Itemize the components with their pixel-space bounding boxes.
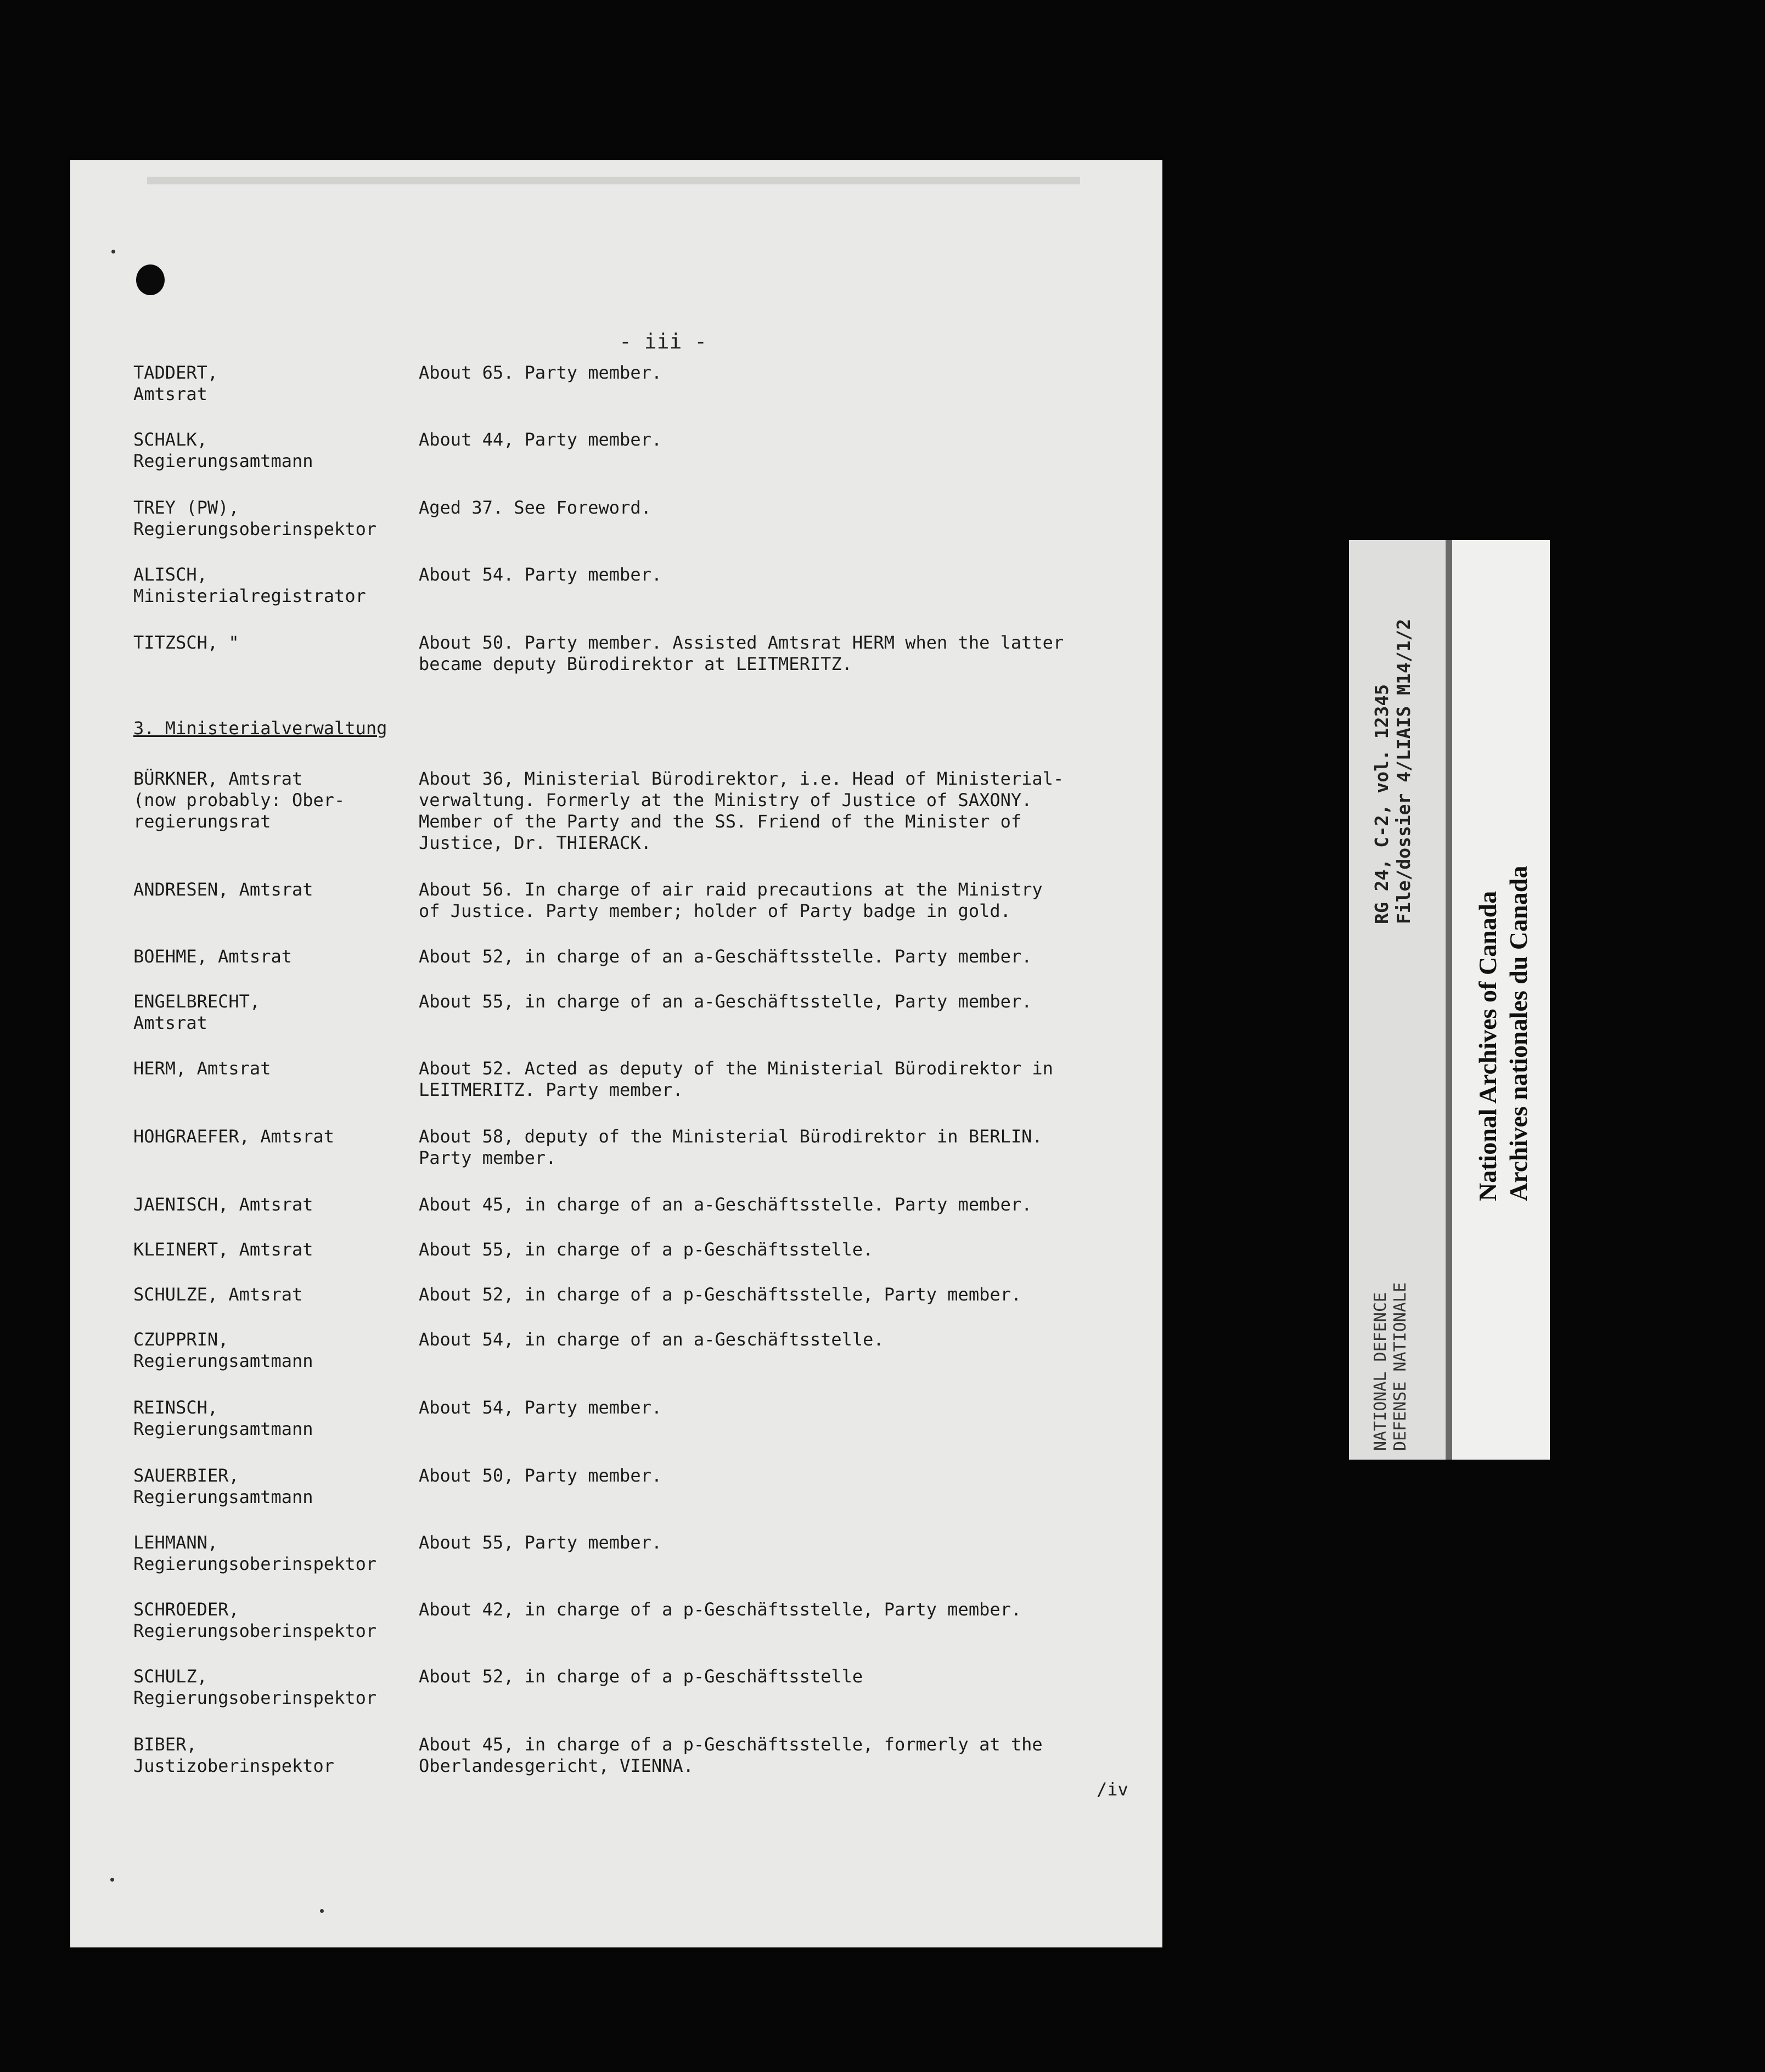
- archive-label: [1349, 540, 1550, 1460]
- ink-speck: [110, 1878, 114, 1882]
- person-name: HOHGRAEFER, Amtsrat: [133, 1126, 335, 1147]
- person-name: BIBER, Justizoberinspektor: [133, 1734, 335, 1776]
- continuation-marker: /iv: [1097, 1779, 1128, 1800]
- punch-hole: [136, 264, 165, 295]
- person-name: SCHULZE, Amtsrat: [133, 1284, 303, 1305]
- person-description: About 55, in charge of a p-Geschäftsstelle.: [419, 1239, 874, 1260]
- person-description: About 52, in charge of an a-Geschäftsstelle. Party member.: [419, 946, 1032, 967]
- label-divider: [1446, 540, 1452, 1460]
- person-description: About 50, Party member.: [419, 1465, 662, 1486]
- person-description: Aged 37. See Foreword.: [419, 497, 651, 518]
- person-name: TREY (PW), Regierungsoberinspektor: [133, 497, 377, 539]
- person-description: About 56. In charge of air raid precautions at the Ministry of Justice. Party member; holder of Party badge in gold.: [419, 879, 1043, 921]
- person-name: SCHROEDER, Regierungsoberinspektor: [133, 1599, 377, 1641]
- bleed-through-mark: [147, 177, 1080, 184]
- document-page: [70, 160, 1162, 1947]
- person-description: About 54, Party member.: [419, 1397, 662, 1418]
- person-name: BÜRKNER, Amtsrat (now probably: Ober- regierungsrat: [133, 768, 345, 832]
- person-name: BOEHME, Amtsrat: [133, 946, 292, 967]
- person-description: About 65. Party member.: [419, 362, 662, 383]
- person-name: ANDRESEN, Amtsrat: [133, 879, 313, 900]
- person-description: About 44, Party member.: [419, 429, 662, 450]
- person-description: About 55, in charge of an a-Geschäftsstelle, Party member.: [419, 991, 1032, 1012]
- ink-speck: [111, 250, 115, 254]
- person-description: About 50. Party member. Assisted Amtsrat HERM when the latter became deputy Bürodirektor at LEITMERITZ.: [419, 632, 1064, 674]
- department-name: NATIONAL DEFENCE DEFENSE NATIONALE: [1371, 1282, 1410, 1451]
- person-name: TITZSCH, ": [133, 632, 239, 653]
- person-description: About 54, in charge of an a-Geschäftsstelle.: [419, 1329, 884, 1350]
- person-description: About 52, in charge of a p-Geschäftsstelle: [419, 1666, 863, 1687]
- page-number: - iii -: [619, 329, 707, 353]
- ink-speck: [320, 1909, 324, 1913]
- person-name: LEHMANN, Regierungsoberinspektor: [133, 1532, 377, 1574]
- person-name: SCHALK, Regierungsamtmann: [133, 429, 313, 471]
- person-description: About 45, in charge of a p-Geschäftsstelle, formerly at the Oberlandesgericht, VIENNA.: [419, 1734, 1043, 1776]
- person-name: ENGELBRECHT, Amtsrat: [133, 991, 261, 1033]
- person-name: JAENISCH, Amtsrat: [133, 1194, 313, 1215]
- person-description: About 52, in charge of a p-Geschäftsstelle, Party member.: [419, 1284, 1022, 1305]
- person-name: SAUERBIER, Regierungsamtmann: [133, 1465, 313, 1507]
- section-heading: 3. Ministerialverwaltung: [133, 718, 387, 739]
- person-description: About 55, Party member.: [419, 1532, 662, 1553]
- person-description: About 45, in charge of an a-Geschäftsstelle. Party member.: [419, 1194, 1032, 1215]
- archives-name: National Archives of Canada Archives nationales du Canada: [1474, 865, 1532, 1201]
- person-name: SCHULZ, Regierungsoberinspektor: [133, 1666, 377, 1708]
- person-name: TADDERT, Amtsrat: [133, 362, 218, 404]
- person-name: ALISCH, Ministerialregistrator: [133, 564, 366, 606]
- archive-reference: RG 24, C-2, vol. 12345 File/dossier 4/LIAIS M14/1/2: [1371, 618, 1414, 924]
- person-name: REINSCH, Regierungsamtmann: [133, 1397, 313, 1439]
- person-name: CZUPPRIN, Regierungsamtmann: [133, 1329, 313, 1371]
- person-description: About 58, deputy of the Ministerial Bürodirektor in BERLIN. Party member.: [419, 1126, 1043, 1168]
- person-description: About 42, in charge of a p-Geschäftsstelle, Party member.: [419, 1599, 1022, 1620]
- person-description: About 52. Acted as deputy of the Ministerial Bürodirektor in LEITMERITZ. Party member.: [419, 1058, 1053, 1100]
- person-name: KLEINERT, Amtsrat: [133, 1239, 313, 1260]
- person-name: HERM, Amtsrat: [133, 1058, 271, 1079]
- person-description: About 36, Ministerial Bürodirektor, i.e. Head of Ministerial- verwaltung. Formerly at the Ministry of Justice of SAXONY. Member of the Party and the SS. Friend of the Minister of Justice, Dr. THIERACK.: [419, 768, 1064, 853]
- person-description: About 54. Party member.: [419, 564, 662, 585]
